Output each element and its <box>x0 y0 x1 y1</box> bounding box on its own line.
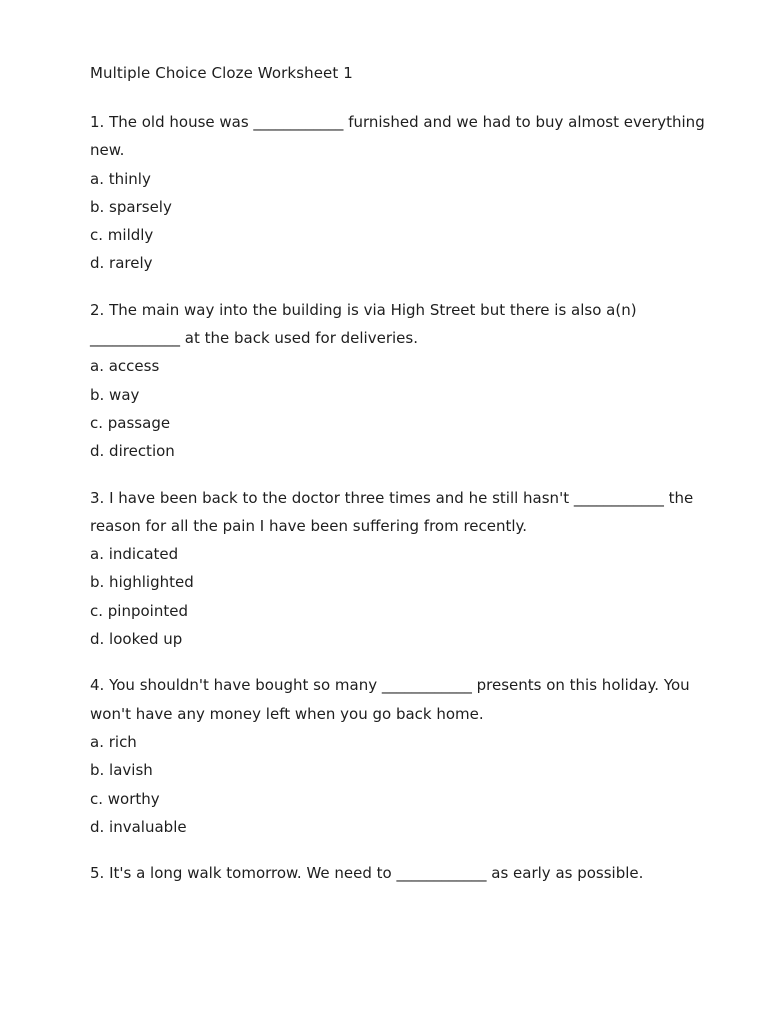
question-2 <box>90 296 730 466</box>
option-b: b. way <box>90 385 140 404</box>
option-d: d. invaluable <box>90 817 187 836</box>
option-a: a. rich <box>90 732 137 751</box>
option-list <box>90 165 730 278</box>
option-c: c. worthy <box>90 789 160 808</box>
option-list <box>90 352 730 465</box>
option-c: c. passage <box>90 413 171 432</box>
option-a: a. indicated <box>90 545 179 564</box>
question-1 <box>90 108 730 278</box>
option-a: a. thinly <box>90 169 151 188</box>
option-c: c. pinpointed <box>90 601 188 620</box>
option-list <box>90 728 730 841</box>
question-stem: 5. It's a long walk tomorrow. We need to ____________ as early as possible. <box>90 864 644 883</box>
option-list <box>90 540 730 653</box>
question-5 <box>90 859 730 887</box>
option-b: b. lavish <box>90 761 153 780</box>
worksheet-title: Multiple Choice Cloze Worksheet 1 <box>90 64 353 82</box>
worksheet <box>90 62 730 905</box>
question-stem: 1. The old house was ____________ furnished and we had to buy almost everything new. <box>90 113 710 160</box>
option-d: d. looked up <box>90 630 183 649</box>
question-stem: 3. I have been back to the doctor three times and he still hasn't ____________ the reason for all the pain I have been suffering from recently. <box>90 488 699 535</box>
option-b: b. highlighted <box>90 573 194 592</box>
question-3 <box>90 484 730 654</box>
question-stem: 2. The main way into the building is via High Street but there is also a(n) ____________ at the back used for deliveries. <box>90 300 642 348</box>
question-stem: 4. You shouldn't have bought so many ____________ presents on this holiday. You won't have any money left when you go back home. <box>90 676 695 723</box>
option-c: c. mildly <box>90 226 154 245</box>
option-a: a. access <box>90 357 160 376</box>
option-d: d. direction <box>90 442 175 461</box>
option-b: b. sparsely <box>90 197 172 216</box>
question-4 <box>90 671 730 841</box>
option-d: d. rarely <box>90 254 153 273</box>
